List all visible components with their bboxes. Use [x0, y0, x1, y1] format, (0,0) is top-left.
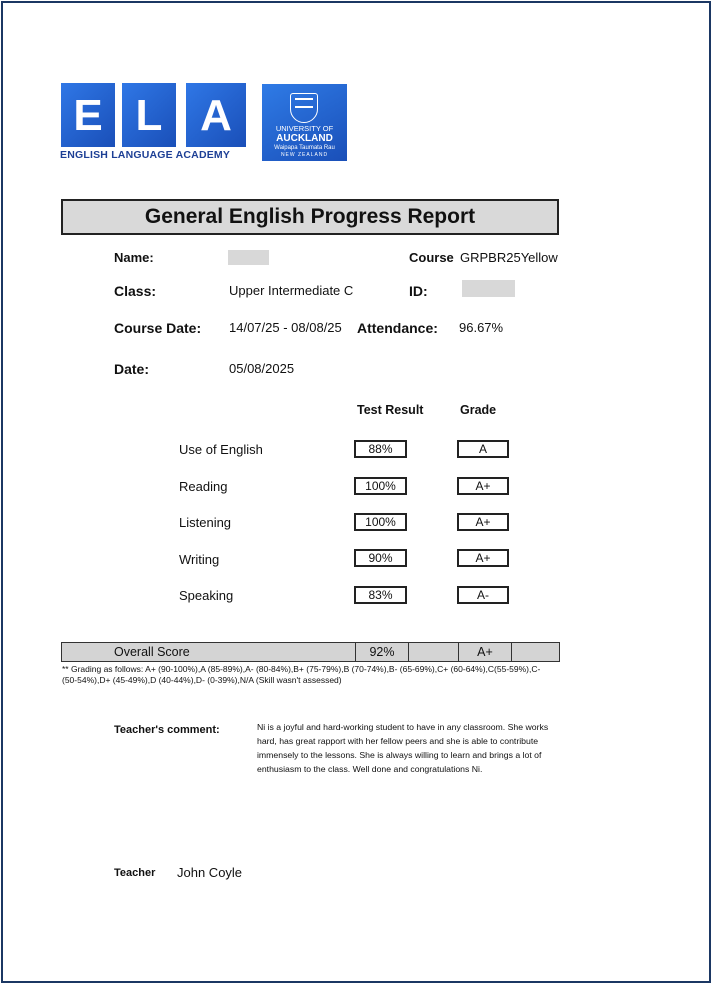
overall-spacer	[511, 643, 559, 661]
skill-result: 88%	[354, 440, 407, 458]
ela-logo-letter-l: L	[122, 83, 176, 147]
report-title: General English Progress Report	[61, 199, 559, 235]
course-date-value: 14/07/25 - 08/08/25	[229, 320, 342, 335]
university-line1: UNIVERSITY OF	[275, 124, 334, 133]
skill-grade: A+	[457, 513, 509, 531]
university-line4: NEW ZEALAND	[280, 152, 329, 158]
overall-score-row	[61, 642, 560, 662]
teacher-label: Teacher	[114, 867, 156, 879]
skill-result: 83%	[354, 586, 407, 604]
skill-result: 90%	[354, 549, 407, 567]
teacher-comment: Ni is a joyful and hard-working student to have in any classroom. She works hard, has great rapport with her fellow peers and she is able to contribute immensely to the lessons. She is always willing to learn and brings a lot of enthusiasm to the class. Well done and congratulations Ni.	[257, 722, 549, 774]
course-value: GRPBR25Yellow	[460, 250, 558, 265]
id-label: ID:	[409, 283, 428, 299]
attendance-value: 96.67%	[459, 320, 504, 335]
overall-spacer	[408, 643, 458, 661]
date-label: Date:	[114, 361, 150, 377]
course-date-label: Course Date:	[114, 320, 202, 336]
ela-logo-name: ENGLISH LANGUAGE ACADEMY	[60, 149, 231, 161]
class-value: Upper Intermediate C	[229, 283, 354, 298]
grade-header: Grade	[460, 403, 497, 417]
attendance-label: Attendance:	[357, 320, 438, 336]
skill-name: Listening	[179, 515, 232, 530]
teacher-name: John Coyle	[177, 865, 243, 880]
skill-grade: A+	[457, 549, 509, 567]
overall-score-result: 92%	[355, 643, 408, 661]
overall-score-grade: A+	[458, 643, 511, 661]
date-value: 05/08/2025	[229, 361, 295, 376]
course-label: Course	[409, 250, 454, 265]
skill-grade: A	[457, 440, 509, 458]
skill-result: 100%	[354, 477, 407, 495]
grading-note: ** Grading as follows: A+ (90-100%),A (85-89%),A- (80-84%),B+ (75-79%),B (70-74%),B- (65-69%),C+ (60-64%),C(55-59%),C- (50-54%),D+ (45-49%),D (40-44%),D- (0-39%),N/A (Skill wasn't assessed)	[62, 664, 541, 685]
name-label: Name:	[114, 250, 154, 265]
id-redacted	[462, 280, 515, 297]
skill-name: Writing	[179, 552, 220, 567]
ela-logo-letter-e: E	[61, 83, 115, 147]
ela-logo-letter-a: A	[186, 83, 246, 147]
skill-grade: A+	[457, 477, 509, 495]
teacher-comment-label: Teacher's comment:	[114, 724, 220, 736]
class-label: Class:	[114, 283, 157, 299]
skill-name: Use of English	[179, 442, 263, 457]
overall-score-label: Overall Score	[114, 645, 190, 659]
skill-name: Speaking	[179, 588, 234, 603]
university-logo	[262, 84, 347, 161]
university-line3: Waipapa Taumata Rau	[274, 145, 335, 151]
name-redacted	[228, 250, 269, 265]
crest-icon	[290, 93, 318, 123]
test-result-header: Test Result	[357, 403, 424, 417]
skill-grade: A-	[457, 586, 509, 604]
skill-result: 100%	[354, 513, 407, 531]
skill-name: Reading	[179, 479, 228, 494]
university-line2: AUCKLAND	[276, 133, 333, 144]
